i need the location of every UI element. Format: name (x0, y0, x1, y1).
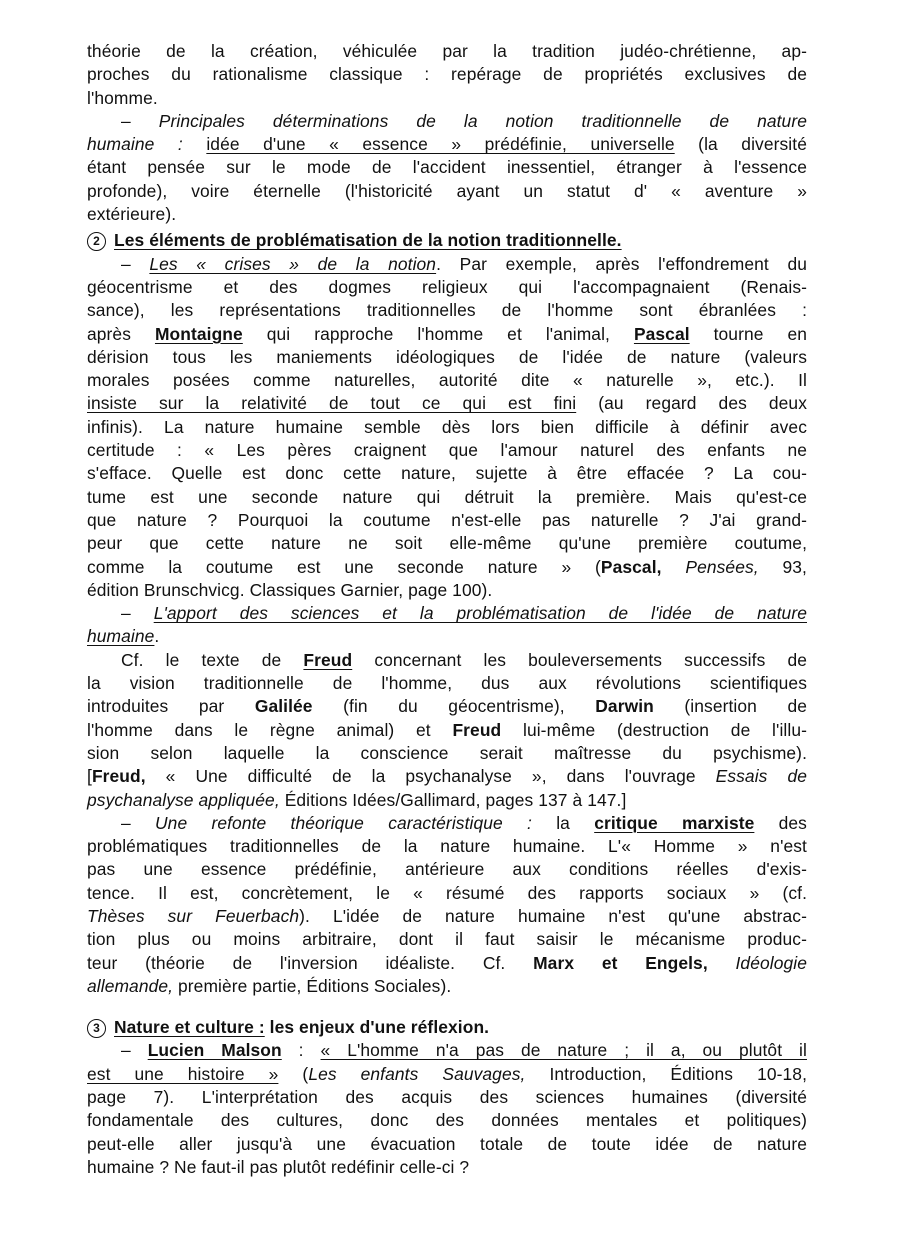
text-line: tence. Il est, concrètement, le « résumé des rapports sociaux » (cf. (87, 882, 807, 903)
text-line: comme la coutume est une seconde nature » (Pascal, Pensées, 93, (87, 556, 807, 577)
text-line: que nature ? Pourquoi la coutume n'est-elle pas naturelle ? J'ai grand- (87, 509, 807, 530)
text-line: Thèses sur Feuerbach). L'idée de nature humaine n'est qu'une abstrac- (87, 905, 807, 926)
text-line: humaine : idée d'une « essence » prédéfinie, universelle (la diversité (87, 134, 807, 155)
text-line: tion plus ou moins arbitraire, dont il faut saisir le mécanisme produc- (87, 929, 807, 950)
author-name: Darwin (595, 696, 654, 717)
section-2-heading: 2 Les éléments de problématisation de la notion traditionnelle. (87, 229, 807, 252)
book-title: Essais de (715, 766, 807, 787)
section-spacer (87, 998, 807, 1016)
text-line: géocentrisme et des dogmes religieux qui l'accompagnaient (Renais- (87, 276, 807, 297)
text-line: infinis). La nature humaine semble dès lors bien difficile à définir avec (87, 416, 807, 437)
text-line: teur (théorie de l'inversion idéaliste. Cf. Marx et Engels, Idéologie (87, 952, 807, 973)
section-number-circle: 3 (87, 1019, 106, 1038)
text-line: page 7). L'interprétation des acquis des sciences humaines (diversité (87, 1087, 807, 1108)
text-line: – Une refonte théorique caractéristique : la critique marxiste des (121, 812, 807, 833)
author-name: Montaigne (154, 323, 243, 344)
author-name: Pascal, (600, 556, 662, 577)
underlined-phrase: insiste sur la relativité de tout ce qui est fini (87, 393, 577, 414)
text-line: dérision tous les maniements idéologiques de l'idée de nature (valeurs (87, 346, 807, 367)
text-line: [Freud, « Une difficulté de la psychanalyse », dans l'ouvrage Essais de (87, 766, 807, 787)
text-line: insiste sur la relativité de tout ce qui est fini (au regard des deux (87, 393, 808, 414)
text-line: problématiques traditionnelles de la nature humaine. L'« Homme » n'est (87, 836, 807, 857)
text-line: Cf. le texte de Freud concernant les bouleversements successifs de (121, 649, 808, 670)
subheading-italic: Principales déterminations de la notion traditionnelle de nature (158, 110, 807, 131)
text-line: après Montaigne qui rapproche l'homme et l'animal, Pascal tourne en (87, 323, 808, 344)
text-line: étant pensée sur le mode de l'accident inessentiel, étranger à l'essence (87, 157, 807, 178)
text-line: morales posées comme naturelles, autorité dite « naturelle », etc.). Il (87, 370, 807, 391)
subheading-italic: L'apport des sciences et la problématisation de l'idée de nature (153, 603, 807, 624)
underlined-quote: « L'homme n'a pas de nature ; il a, ou plutôt il (320, 1040, 807, 1061)
text-line: sance), les représentations traditionnelles de l'homme sont ébranlées : (87, 300, 807, 321)
text-line: humaine ? Ne faut-il pas plutôt redéfinir celle-ci ? (87, 1156, 470, 1177)
text-line: l'homme. (87, 87, 158, 108)
text-line: psychanalyse appliquée, Éditions Idées/Gallimard, pages 137 à 147.] (87, 789, 627, 810)
text-line: sion selon laquelle la conscience serait maîtresse du psychisme). (87, 742, 807, 763)
text-line: s'efface. Quelle est donc cette nature, sujette à être effacée ? La cou- (87, 463, 807, 484)
text-line: peut-elle aller jusqu'à une évacuation totale de toute idée de nature (87, 1133, 807, 1154)
text-line: – Lucien Malson : « L'homme n'a pas de nature ; il a, ou plutôt il (121, 1040, 807, 1061)
book-title: Les enfants Sauvages, (308, 1063, 526, 1084)
text-line: l'homme dans le règne animal) et Freud lui-même (destruction de l'illu- (87, 719, 807, 740)
text-line: – Principales déterminations de la notion traditionnelle de nature (121, 110, 807, 131)
text-line: édition Brunschvicg. Classiques Garnier, page 100). (87, 579, 493, 600)
text-line: proches du rationalisme classique : repérage de propriétés exclusives de (87, 64, 807, 85)
section-number-circle: 2 (87, 232, 106, 251)
section-3-heading: 3 Nature et culture : les enjeux d'une réflexion. (87, 1016, 807, 1039)
book-title: Idéologie (735, 952, 807, 973)
text-line: pas une essence prédéfinie, antérieure aux conditions réelles d'exis- (87, 859, 807, 880)
text-line: introduites par Galilée (fin du géocentrisme), Darwin (insertion de (87, 696, 807, 717)
author-name: Freud (303, 649, 353, 670)
text-line: humaine. (87, 626, 160, 647)
text-line: certitude : « Les pères craignent que l'amour naturel des enfants ne (87, 440, 807, 461)
text-line: fondamentale des cultures, donc des données mentales et politiques) (87, 1110, 807, 1131)
book-title: Pensées, (685, 556, 759, 577)
text-line: – L'apport des sciences et la problématisation de l'idée de nature (121, 603, 807, 624)
author-name: Pascal (633, 323, 690, 344)
book-title: Thèses sur Feuerbach (87, 905, 300, 926)
text-line: extérieure). (87, 204, 177, 225)
text-line: tume est une seconde nature qui détruit la première. Mais qu'est-ce (87, 486, 807, 507)
underlined-phrase: idée d'une « essence » prédéfinie, universelle (206, 134, 675, 155)
subheading-italic: Les « crises » de la notion (149, 253, 437, 274)
author-name: Freud (452, 719, 502, 740)
text-line: – Les « crises » de la notion. Par exemple, après l'effondrement du (121, 253, 808, 274)
subheading-italic: Une refonte théorique caractéristique : (155, 812, 532, 833)
author-name: Marx et Engels, (533, 952, 708, 973)
text-line: la vision traditionnelle de l'homme, dus aux révolutions scientifiques (87, 673, 807, 694)
author-name: Lucien Malson (147, 1040, 282, 1061)
key-concept: critique marxiste (594, 812, 755, 833)
text-line: est une histoire » (Les enfants Sauvages, Introduction, Éditions 10-18, (87, 1063, 808, 1084)
author-name: Galilée (254, 696, 313, 717)
text-line: profonde), voire éternelle (l'historicité ayant un statut d' « aventure » (87, 180, 807, 201)
text-line: allemande, première partie, Éditions Sociales). (87, 975, 452, 996)
author-name: Freud, (91, 766, 146, 787)
document-page (87, 40, 807, 1179)
text-line: théorie de la création, véhiculée par la tradition judéo-chrétienne, ap- (87, 41, 807, 61)
text-line: peur que cette nature ne soit elle-même qu'une première coutume, (87, 533, 807, 554)
